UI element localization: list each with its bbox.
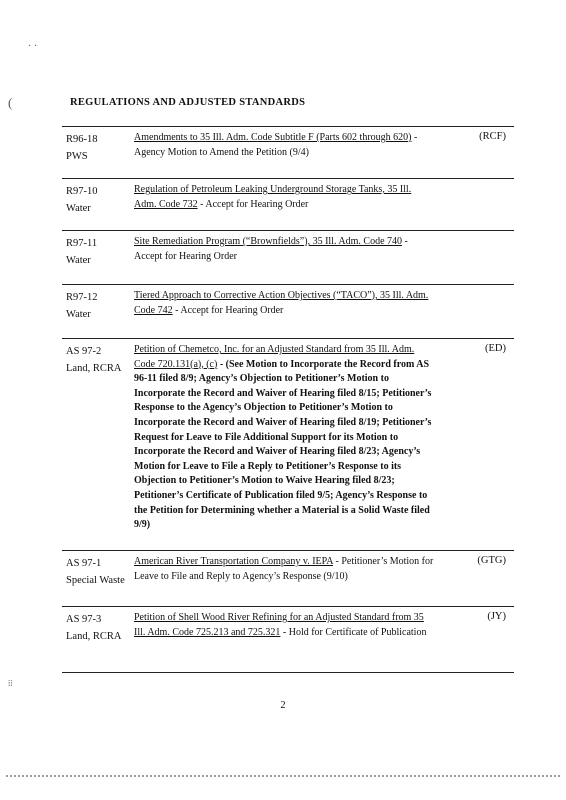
docket-entry xyxy=(62,284,514,339)
docket-category: Land, RCRA xyxy=(66,631,122,642)
docket-cell xyxy=(66,611,126,645)
docket-cell xyxy=(66,183,126,217)
entry-title: Petition of Chemetco, Inc. for an Adjusted Standard from 35 Ill. Adm. Code 720.131(a), (c) xyxy=(134,344,415,370)
docket-category: Water xyxy=(66,203,91,214)
docket-entry xyxy=(62,606,514,673)
docket-cell xyxy=(66,289,126,323)
docket-cell xyxy=(66,131,126,165)
entry-action: - Accept for Hearing Order xyxy=(172,304,284,316)
entry-action: - Hold for Certificate of Publication xyxy=(280,626,427,638)
docket-number: R97-11 xyxy=(66,238,98,249)
scan-speck: ⁞⁞ xyxy=(8,679,13,688)
docket-cell xyxy=(66,343,126,377)
docket-number: R96-18 xyxy=(66,134,98,145)
entry-initials: (RCF) xyxy=(479,131,506,142)
entry-title: Amendments to 35 Ill. Adm. Code Subtitle F (Parts 602 through 620) xyxy=(134,132,412,143)
entry-action: - Petitioner’s Motion for Leave to File and Reply to Agency’s Response (9/10) xyxy=(134,556,434,582)
entry-initials: (GTG) xyxy=(477,555,506,566)
section-heading: REGULATIONS AND ADJUSTED STANDARDS xyxy=(70,97,306,108)
entry-title: Regulation of Petroleum Leaking Underground Storage Tanks, 35 Ill. Adm. Code 732 xyxy=(134,184,412,210)
scan-speck: · · xyxy=(28,41,38,52)
docket-entry xyxy=(62,230,514,285)
entry-title: Site Remediation Program (“Brownfields”), 35 Ill. Adm. Code 740 xyxy=(134,236,403,247)
docket-entry xyxy=(62,338,514,551)
entry-action: - Agency Motion to Amend the Petition (9/4) xyxy=(134,132,418,158)
docket-number: AS 97-1 xyxy=(66,558,102,569)
docket-category: Water xyxy=(66,255,91,266)
entry-action: - Accept for Hearing Order xyxy=(197,198,309,210)
entry-description xyxy=(134,235,434,264)
docket-entry xyxy=(62,126,514,179)
docket-category: Water xyxy=(66,309,91,320)
table-bottom-rule xyxy=(62,672,514,673)
entry-description xyxy=(134,555,434,584)
entry-title: American River Transportation Company v. IEPA xyxy=(134,556,333,567)
entry-description xyxy=(134,183,434,212)
docket-category: PWS xyxy=(66,151,88,162)
docket-entry xyxy=(62,550,514,607)
docket-cell xyxy=(66,235,126,269)
entry-action: - (See Motion to Incorporate the Record from AS 96-11 filed 8/9; Agency’s Objection to Petitioner’s Motion to Incorporate the Record and Waiver of Hearing filed 8/15; Petitioner’s Response to the Agency’s Objection to Petitioner’s Motion to Incorporate the Record and Waiver of Hearing filed 8/19; Petitioner’s Request for Leave to File Additional Support for its Motion to Incorporate the Record and Waiver of Hearing filed 8/23; Agency’s Motion for Leave to File a Reply to Petitioner’s Response to its Objection to Petitioner’s Motion to Waive Hearing filed 8/23; Petitioner’s Certificate of Publication filed 9/5; Agency’s Response to the Petition for Determining whether a Material is a Solid Waste filed 9/9) xyxy=(134,358,432,531)
docket-cell xyxy=(66,555,126,589)
entry-title: Tiered Approach to Corrective Action Objectives (“TACO”), 35 Ill. Adm. Code 742 xyxy=(134,290,429,316)
entry-description xyxy=(134,289,434,318)
scan-edge-noise xyxy=(6,775,560,777)
entry-title: Petition of Shell Wood River Refining for an Adjusted Standard from 35 Ill. Adm. Code 725.213 and 725.321 xyxy=(134,612,424,638)
entry-initials: (ED) xyxy=(485,343,506,354)
docket-category: Land, RCRA xyxy=(66,363,122,374)
docket-entry xyxy=(62,178,514,231)
docket-number: R97-10 xyxy=(66,186,98,197)
entry-description xyxy=(134,611,434,640)
scan-speck: ( xyxy=(8,95,13,110)
docket-category: Special Waste xyxy=(66,575,125,586)
entry-action: - Accept for Hearing Order xyxy=(134,236,408,262)
docket-number: AS 97-3 xyxy=(66,614,102,625)
entry-description xyxy=(134,343,434,533)
entry-initials: (JY) xyxy=(487,611,506,622)
docket-number: AS 97-2 xyxy=(66,346,102,357)
page-number: 2 xyxy=(280,700,286,711)
entry-description xyxy=(134,131,434,160)
docket-number: R97-12 xyxy=(66,292,98,303)
